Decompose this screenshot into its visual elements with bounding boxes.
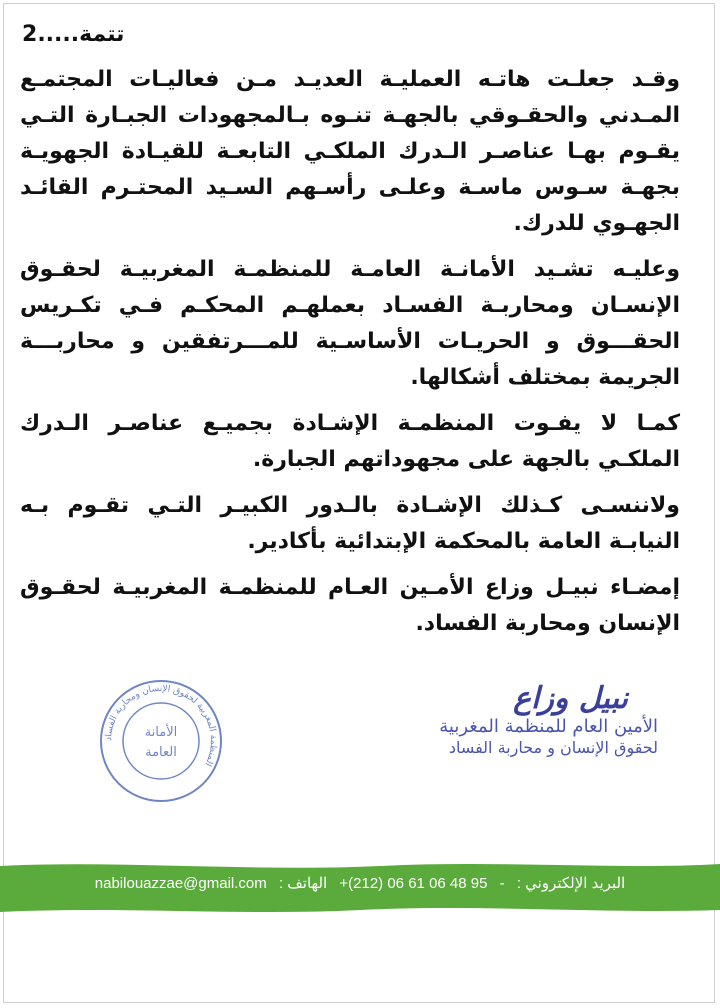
paragraph-5: إمضـاء نبيـل وزاع الأمـين العـام للمنظمـة المغربيـة لحقـوق الإنسان ومحاربة الفساد. [20,575,680,636]
footer-separator: - [499,875,505,892]
letter-body [20,62,680,652]
signature-name: نبيل وزاع [513,681,628,716]
paragraph-4: ولاننسـى كـذلك الإشـادة بالـدور الكبيـر التـي تقـوم بـه النيابـة العامة بالمحكمة الإبتدائية بأكادير. [20,493,680,554]
signature-org: لحقوق الإنسان و محاربة الفساد [448,738,658,757]
footer-phone-label: الهاتف : [278,875,328,892]
footer-email[interactable]: nabilouazzae@gmail.com [94,875,267,892]
stamp-outer-ring [101,681,221,801]
footer-contact [0,874,720,892]
page-continuation-label: تتمة.....2 [22,22,125,47]
stamp-center-line-1: الأمانة [144,725,178,740]
paragraph-1: وقـد جعلـت هاتـه العمليـة العديـد مـن فعاليـات المجتمـع المـدني والحقـوقي بالجهـة تنـوه بـالمجهودات الجبـارة التـي يقـوم بهـا عناصـر الـدرك الملكـي التابعـة للقيـادة الجهويـة بجهـة سـوس ماسـة وعلـى رأسـهم السـيد المحتـرم القائـد الجهـوي للدرك. [20,67,680,236]
signature-title: الأمين العام للمنظمة المغربية [439,716,658,737]
footer-phone: 95 48 06 61 06 (212)+ [339,875,488,892]
official-stamp [96,676,226,806]
stamp-ring-text: المنظمة المغربية لحقوق الإنسان ومحاربة الفساد [103,683,219,768]
signature-block [318,682,658,782]
stamp-center-line-2: العامة [145,745,177,760]
paragraph-3: كمـا لا يفـوت المنظمـة الإشـادة بجميـع عناصـر الـدرك الملكـي بالجهة على مجهوداتهم الجبارة. [20,411,680,472]
footer-email-label: البريد الإلكتروني : [516,875,626,892]
stamp-inner-ring [123,703,199,779]
paragraph-2: وعليـه تشـيد الأمانـة العامـة للمنظمـة المغربيـة لحقـوق الإنسـان ومحاربـة الفسـاد بعملهـم المحكـم فـي تكـريس الحقـــوق و الحريـات الأساسـية للمـــرتفقين و محاربـــة الجريمة بمختلف أشكالها. [20,257,680,390]
